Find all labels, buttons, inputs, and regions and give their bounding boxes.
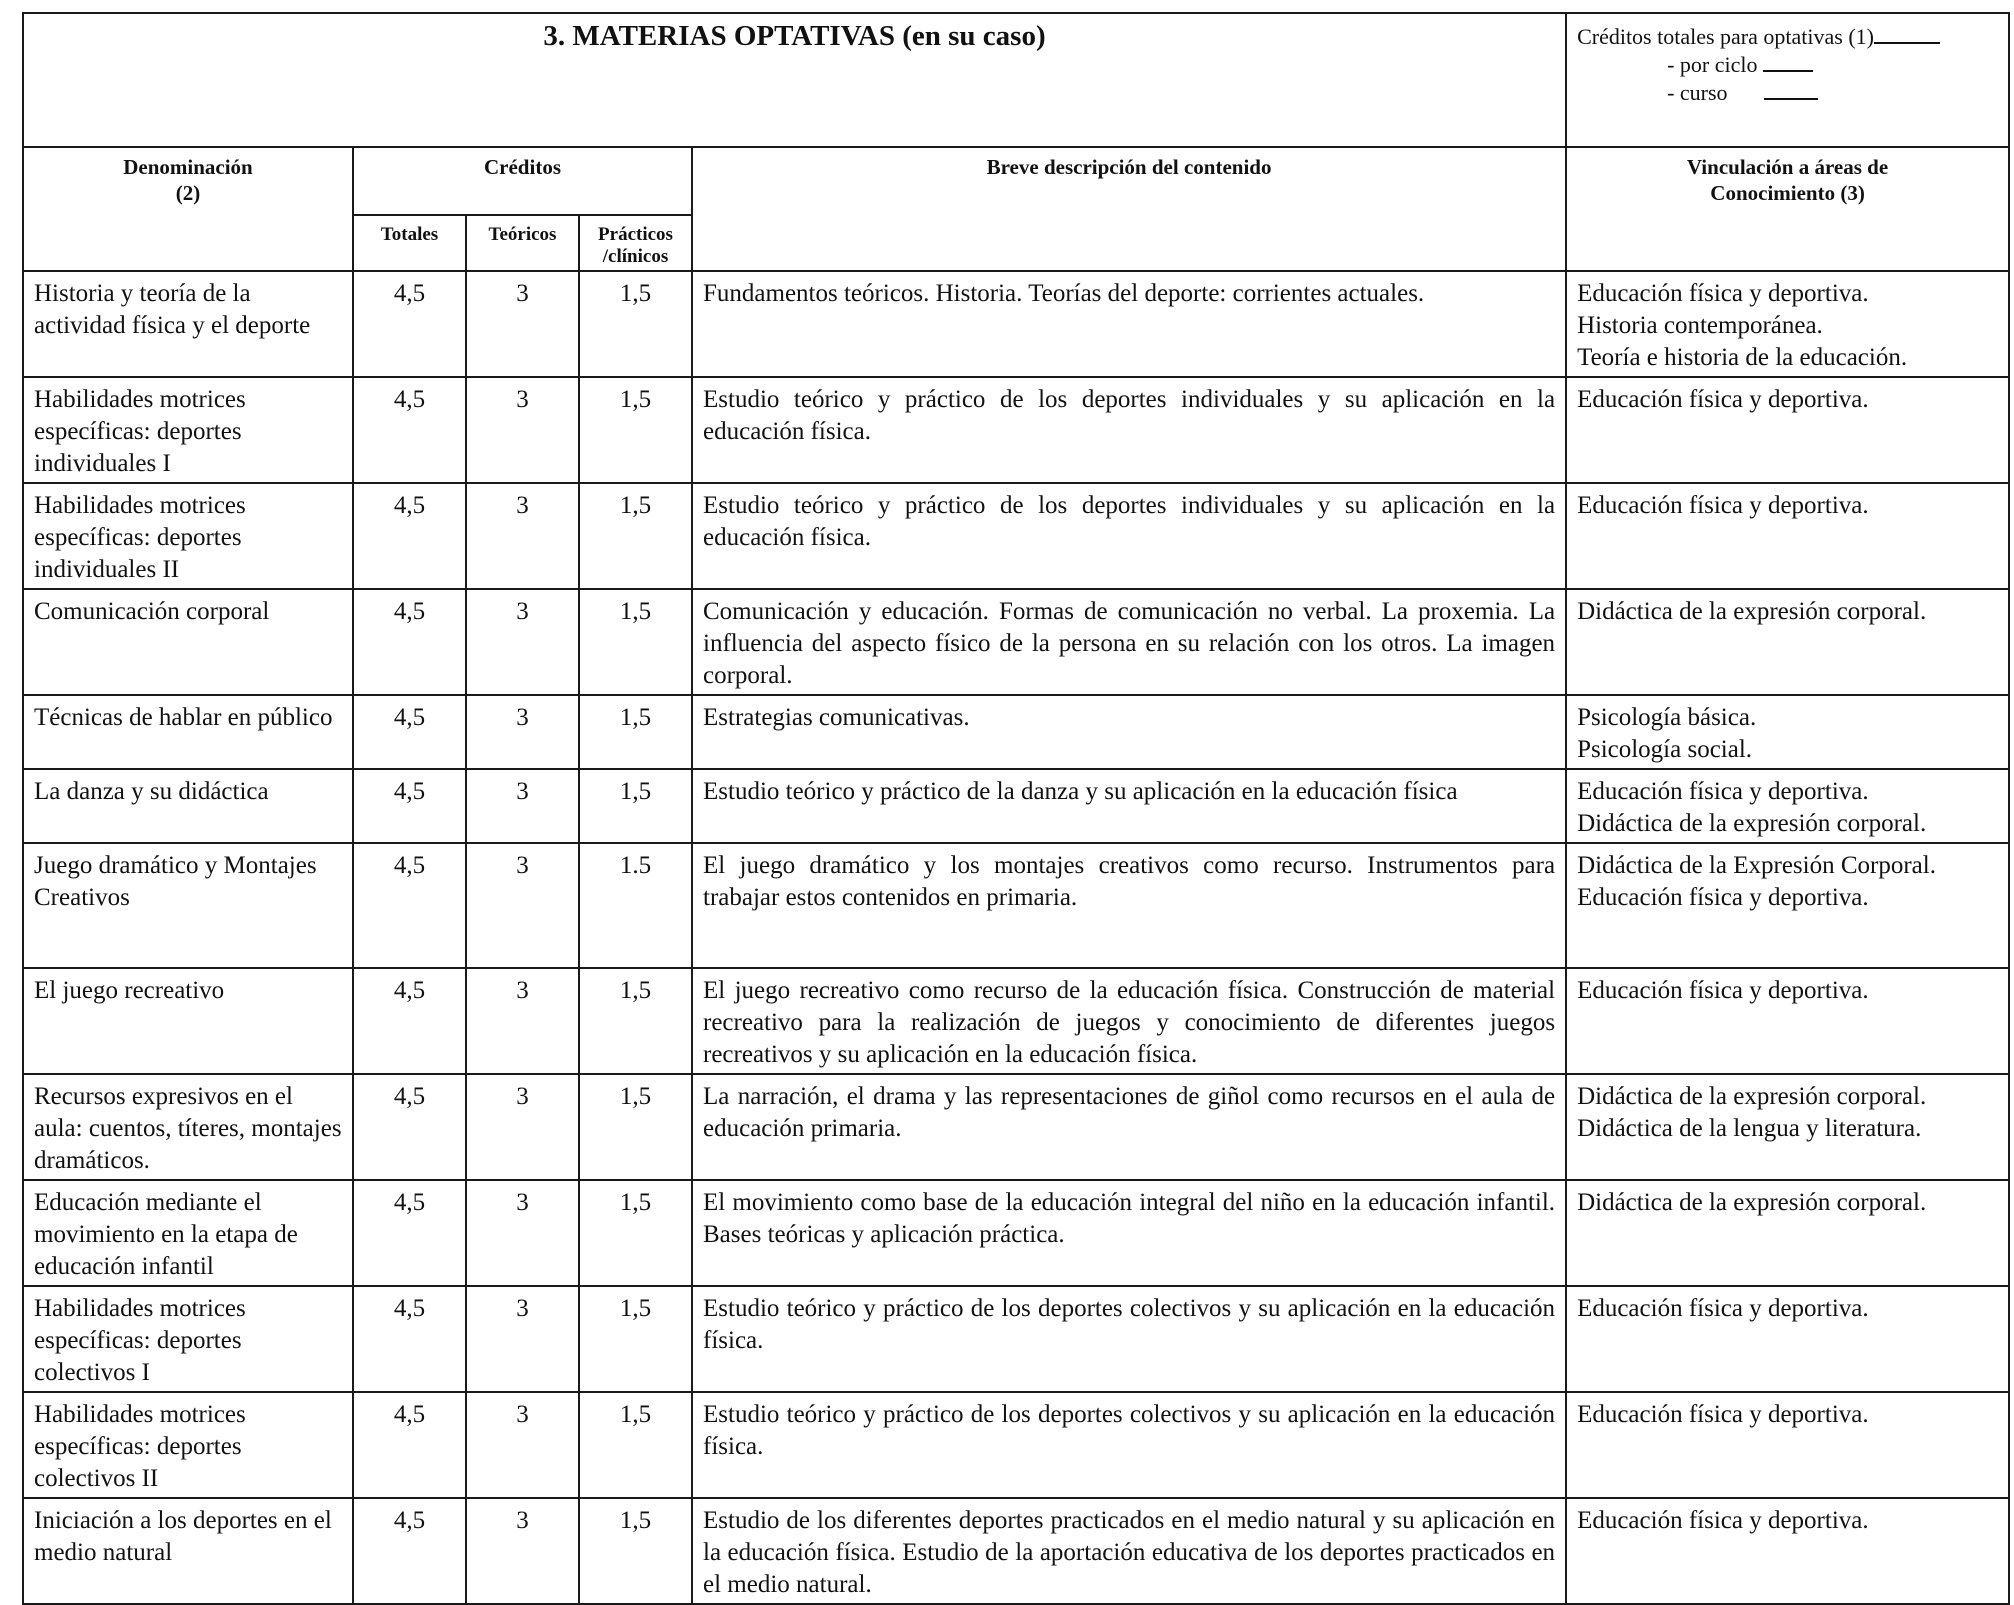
table-row [23, 695, 2009, 769]
knowledge-area: Didáctica de la expresión corporal. [1577, 598, 1927, 625]
optativas-table [22, 12, 2010, 1605]
knowledge-area: Didáctica de la expresión corporal. [1577, 1189, 1927, 1216]
credits-practice: 1,5 [579, 1180, 692, 1286]
knowledge-area: Educación física y deportiva. [1577, 492, 1869, 519]
credits-total: 4,5 [353, 1286, 466, 1392]
table-row [23, 1392, 2009, 1498]
subject-name: La danza y su didáctica [23, 769, 353, 843]
knowledge-area: Psicología social. [1577, 736, 1753, 763]
knowledge-areas [1566, 1074, 2009, 1180]
credits-total: 4,5 [353, 843, 466, 968]
credits-theory: 3 [466, 769, 579, 843]
content-description: Comunicación y educación. Formas de comunicación no verbal. La proxemia. La influencia del aspecto físico de la persona en su relación con los otros. La imagen corporal. [692, 589, 1566, 695]
content-description: Estudio teórico y práctico de los deportes colectivos y su aplicación en la educación física. [692, 1392, 1566, 1498]
knowledge-areas [1566, 483, 2009, 589]
col-teoricos: Teóricos [466, 215, 579, 271]
credits-total: 4,5 [353, 589, 466, 695]
knowledge-areas [1566, 589, 2009, 695]
content-description: El movimiento como base de la educación integral del niño en la educación infantil. Bases teóricas y aplicación práctica. [692, 1180, 1566, 1286]
credits-total: 4,5 [353, 968, 466, 1074]
knowledge-area: Educación física y deportiva. [1577, 977, 1869, 1004]
col-descripcion: Breve descripción del contenido [692, 147, 1566, 271]
content-description: Fundamentos teóricos. Historia. Teorías del deporte: corrientes actuales. [692, 271, 1566, 377]
credits-practice: 1,5 [579, 1074, 692, 1180]
subject-name: Historia y teoría de la actividad física y el deporte [23, 271, 353, 377]
credits-practice: 1,5 [579, 377, 692, 483]
knowledge-areas [1566, 843, 2009, 968]
credits-total: 4,5 [353, 1180, 466, 1286]
subject-name: Habilidades motrices específicas: deportes colectivos I [23, 1286, 353, 1392]
knowledge-area: Didáctica de la expresión corporal. [1577, 1083, 1927, 1110]
knowledge-area: Teoría e historia de la educación. [1577, 344, 1908, 371]
per-cycle-blank [1763, 50, 1813, 72]
credits-theory: 3 [466, 589, 579, 695]
subject-name: El juego recreativo [23, 968, 353, 1074]
credits-practice: 1,5 [579, 968, 692, 1074]
knowledge-area: Educación física y deportiva. [1577, 1507, 1869, 1534]
knowledge-area: Didáctica de la expresión corporal. [1577, 810, 1927, 837]
credits-theory: 3 [466, 968, 579, 1074]
col-vinculacion: Vinculación a áreas de Conocimiento (3) [1566, 147, 2009, 271]
credits-practice: 1,5 [579, 589, 692, 695]
subject-name: Técnicas de hablar en público [23, 695, 353, 769]
content-description: Estudio teórico y práctico de la danza y su aplicación en la educación física [692, 769, 1566, 843]
content-description: Estudio teórico y práctico de los deportes individuales y su aplicación en la educación física. [692, 377, 1566, 483]
credits-practice: 1,5 [579, 1392, 692, 1498]
knowledge-areas [1566, 968, 2009, 1074]
table-row [23, 589, 2009, 695]
credits-total: 4,5 [353, 1498, 466, 1604]
subject-name: Recursos expresivos en el aula: cuentos, títeres, montajes dramáticos. [23, 1074, 353, 1180]
subject-name: Juego dramático y Montajes Creativos [23, 843, 353, 968]
document-sheet [22, 12, 2008, 1605]
knowledge-area: Didáctica de la lengua y literatura. [1577, 1115, 1922, 1142]
table-row [23, 843, 2009, 968]
table-row [23, 271, 2009, 377]
table-row [23, 968, 2009, 1074]
credits-theory: 3 [466, 377, 579, 483]
credits-theory: 3 [466, 1392, 579, 1498]
credits-total: 4,5 [353, 769, 466, 843]
knowledge-areas [1566, 377, 2009, 483]
knowledge-area: Historia contemporánea. [1577, 312, 1823, 339]
course-blank [1764, 78, 1818, 100]
credits-total: 4,5 [353, 271, 466, 377]
subject-name: Habilidades motrices específicas: deportes individuales I [23, 377, 353, 483]
credits-practice: 1,5 [579, 769, 692, 843]
col-creditos: Créditos [353, 147, 692, 215]
knowledge-area: Didáctica de la Expresión Corporal. [1577, 852, 1936, 879]
credits-theory: 3 [466, 843, 579, 968]
subject-name: Iniciación a los deportes en el medio natural [23, 1498, 353, 1604]
header-row [23, 147, 2009, 215]
knowledge-area: Educación física y deportiva. [1577, 1295, 1869, 1322]
knowledge-area: Educación física y deportiva. [1577, 386, 1869, 413]
knowledge-areas [1566, 1180, 2009, 1286]
subject-name: Habilidades motrices específicas: deportes colectivos II [23, 1392, 353, 1498]
table-row [23, 1498, 2009, 1604]
table-row [23, 1074, 2009, 1180]
credits-practice: 1.5 [579, 843, 692, 968]
content-description: Estudio teórico y práctico de los deportes individuales y su aplicación en la educación física. [692, 483, 1566, 589]
total-credits-label: Créditos totales para optativas (1) [1577, 24, 1874, 49]
credits-total: 4,5 [353, 695, 466, 769]
col-totales: Totales [353, 215, 466, 271]
knowledge-area: Educación física y deportiva. [1577, 778, 1869, 805]
knowledge-area: Educación física y deportiva. [1577, 280, 1869, 307]
credits-theory: 3 [466, 1286, 579, 1392]
total-credits-box [1566, 13, 2009, 147]
credits-theory: 3 [466, 483, 579, 589]
total-credits-blank [1874, 22, 1940, 44]
title-row [23, 13, 2009, 147]
content-description: Estudio teórico y práctico de los deportes colectivos y su aplicación en la educación física. [692, 1286, 1566, 1392]
page-title: 3. MATERIAS OPTATIVAS (en su caso) [23, 13, 1566, 147]
knowledge-areas [1566, 1498, 2009, 1604]
credits-total: 4,5 [353, 1392, 466, 1498]
knowledge-areas [1566, 769, 2009, 843]
credits-practice: 1,5 [579, 483, 692, 589]
credits-practice: 1,5 [579, 1498, 692, 1604]
table-row [23, 1180, 2009, 1286]
credits-theory: 3 [466, 271, 579, 377]
credits-practice: 1,5 [579, 271, 692, 377]
table-row [23, 377, 2009, 483]
col-practicos: Prácticos /clínicos [579, 215, 692, 271]
credits-total: 4,5 [353, 1074, 466, 1180]
content-description: El juego dramático y los montajes creativos como recurso. Instrumentos para trabajar estos contenidos en primaria. [692, 843, 1566, 968]
col-denominacion: Denominación (2) [23, 147, 353, 271]
knowledge-areas [1566, 1286, 2009, 1392]
knowledge-areas [1566, 271, 2009, 377]
credits-practice: 1,5 [579, 1286, 692, 1392]
credits-theory: 3 [466, 1498, 579, 1604]
table-row [23, 1286, 2009, 1392]
content-description: Estudio de los diferentes deportes practicados en el medio natural y su aplicación en la educación física. Estudio de la aportación educativa de los deportes practicados en el medio natural. [692, 1498, 1566, 1604]
subject-name: Comunicación corporal [23, 589, 353, 695]
subject-name: Habilidades motrices específicas: deportes individuales II [23, 483, 353, 589]
content-description: El juego recreativo como recurso de la educación física. Construcción de material recreativo para la realización de juegos y conocimiento de diferentes juegos recreativos y su aplicación en la educación física. [692, 968, 1566, 1074]
content-description: La narración, el drama y las representaciones de giñol como recursos en el aula de educación primaria. [692, 1074, 1566, 1180]
knowledge-areas [1566, 1392, 2009, 1498]
credits-theory: 3 [466, 1180, 579, 1286]
credits-total: 4,5 [353, 483, 466, 589]
credits-theory: 3 [466, 1074, 579, 1180]
content-description: Estrategias comunicativas. [692, 695, 1566, 769]
knowledge-area: Educación física y deportiva. [1577, 884, 1869, 911]
subject-name: Educación mediante el movimiento en la etapa de educación infantil [23, 1180, 353, 1286]
knowledge-area: Psicología básica. [1577, 704, 1757, 731]
table-row [23, 769, 2009, 843]
credits-practice: 1,5 [579, 695, 692, 769]
credits-theory: 3 [466, 695, 579, 769]
credits-total: 4,5 [353, 377, 466, 483]
per-cycle-label: - por ciclo [1667, 52, 1758, 77]
knowledge-areas [1566, 695, 2009, 769]
course-label: - curso [1667, 80, 1728, 105]
table-row [23, 483, 2009, 589]
knowledge-area: Educación física y deportiva. [1577, 1401, 1869, 1428]
